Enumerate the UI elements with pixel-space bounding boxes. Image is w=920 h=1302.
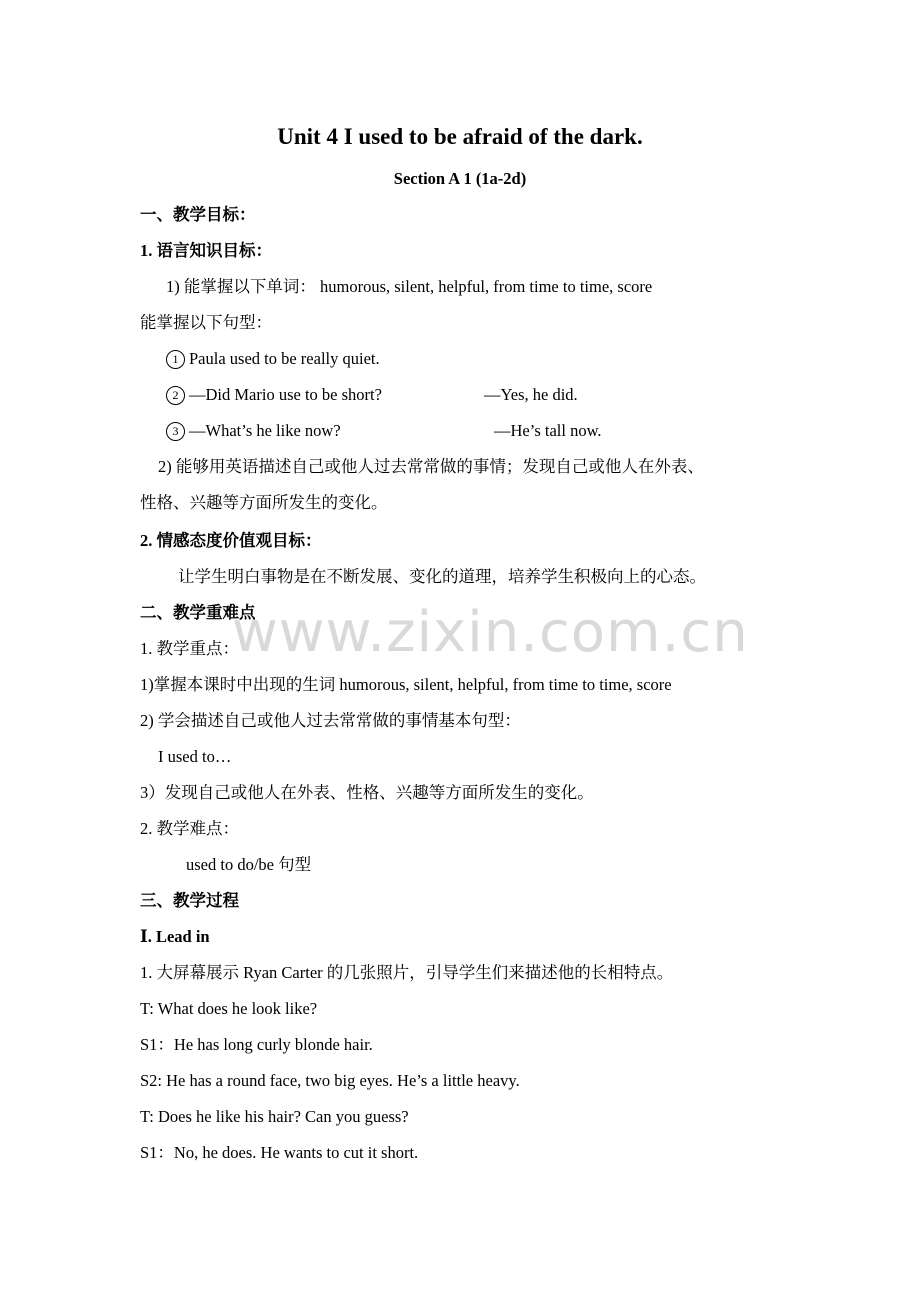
sentence-text: —Did Mario use to be short?	[189, 385, 382, 404]
ability-line-b: 性格、兴趣等方面所发生的变化。	[140, 493, 388, 512]
dialogue-line: T: Does he like his hair? Can you guess?	[140, 1107, 409, 1126]
vocab-line: 1) 能掌握以下单词： humorous, silent, helpful, from time to time, score	[166, 277, 653, 296]
dialogue-line: S2: He has a round face, two big eyes. He’s a little heavy.	[140, 1071, 520, 1090]
lead-in-step-1: 1. 大屏幕展示 Ryan Carter 的几张照片，引导学生们来描述他的长相特点。	[140, 963, 674, 982]
subheading-language-objectives: 1. 语言知识目标：	[140, 241, 272, 260]
key-point-3: 3）发现自己或他人在外表、性格、兴趣等方面所发生的变化。	[140, 783, 594, 802]
difficult-point-1: used to do/be 句型	[186, 855, 312, 874]
dialogue-line: S1：No, he does. He wants to cut it short.	[140, 1143, 419, 1162]
sentence-text: —What’s he like now?	[189, 421, 341, 440]
sentence-item-2	[166, 384, 382, 406]
lead-in-heading: Ⅰ. Lead in	[140, 927, 210, 946]
ability-line-a: 2) 能够用英语描述自己或他人过去常常做的事情；发现自己或他人在外表、	[158, 457, 704, 476]
dialogue-line: T: What does he look like?	[140, 999, 318, 1018]
section-heading-process: 三、教学过程	[140, 891, 239, 910]
sentence-item-3	[166, 420, 341, 442]
circled-number: 3	[166, 422, 185, 441]
sentence-answer-2: —Yes, he did.	[484, 385, 578, 404]
key-point-2-example: I used to…	[158, 747, 232, 766]
subheading-emotional-objectives: 2. 情感态度价值观目标：	[140, 531, 322, 550]
difficult-points-label: 2. 教学难点：	[140, 819, 239, 838]
key-point-2: 2) 学会描述自己或他人过去常常做的事情基本句型：	[140, 711, 521, 730]
dialogue-line: S1：He has long curly blonde hair.	[140, 1035, 373, 1054]
emotional-objective-text: 让学生明白事物是在不断发展、变化的道理，培养学生积极向上的心态。	[178, 567, 706, 586]
sentence-patterns-intro: 能掌握以下句型：	[140, 313, 272, 332]
document-subtitle: Section A 1 (1a-2d)	[393, 169, 527, 188]
circled-number: 2	[166, 386, 185, 405]
circled-number: 1	[166, 350, 185, 369]
sentence-answer-3: —He’s tall now.	[494, 421, 602, 440]
section-heading-objectives: 一、教学目标：	[140, 205, 256, 224]
key-points-label: 1. 教学重点：	[140, 639, 239, 658]
key-point-1: 1)掌握本课时中出现的生词 humorous, silent, helpful, from time to time, score	[140, 675, 672, 694]
sentence-item-1	[166, 348, 380, 370]
section-heading-key-points: 二、教学重难点	[140, 603, 256, 622]
document-title: Unit 4 I used to be afraid of the dark.	[277, 124, 643, 149]
watermark: www.zixin.com.cn	[232, 600, 749, 665]
sentence-text: Paula used to be really quiet.	[189, 349, 380, 368]
